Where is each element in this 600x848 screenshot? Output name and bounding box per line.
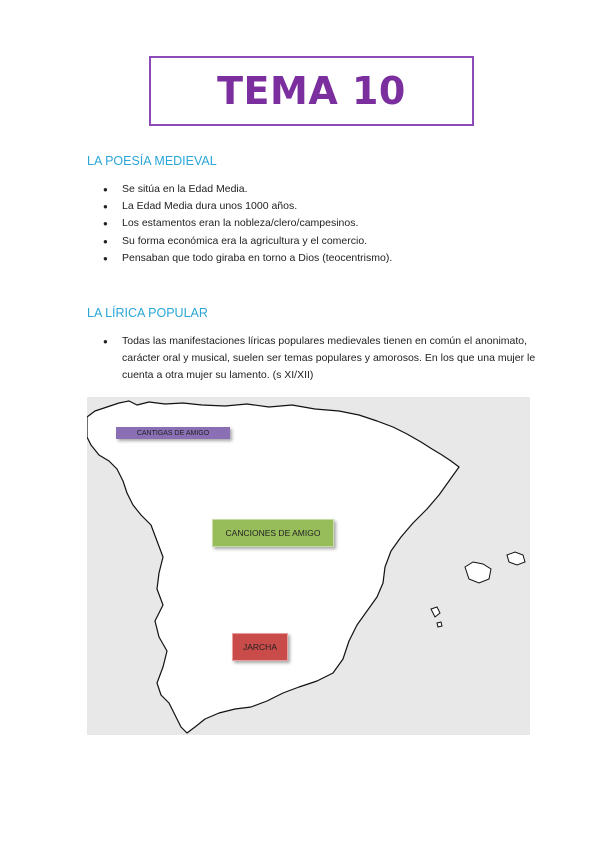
mallorca-island [465, 562, 491, 583]
formentera-island [437, 622, 442, 627]
list-item: ● Todas las manifestaciones líricas populares medievales tienen en común el anonimato, carácter oral y musical, suelen ser temas populares y amorosos. En los que una mujer le cuenta a otra mujer su lamento. (s XI/XII) [103, 333, 542, 385]
lirica-popular-list [103, 333, 542, 385]
iberian-peninsula-map [87, 397, 530, 735]
page-title: TEMA 10 [217, 69, 406, 113]
title-box [149, 56, 474, 126]
list-item: ● Pensaban que todo giraba en torno a Dios (teocentrismo). [103, 250, 392, 267]
peninsula-outline-graphic [87, 397, 530, 735]
section-heading-poesia-medieval: LA POESÍA MEDIEVAL [87, 154, 217, 168]
cantigas-de-amigo-label: CANTIGAS DE AMIGO [116, 427, 230, 439]
poesia-medieval-list [103, 181, 392, 267]
menorca-island [507, 552, 525, 565]
canciones-de-amigo-label: CANCIONES DE AMIGO [212, 519, 334, 547]
peninsula-landmass [87, 401, 459, 733]
list-item: ● Su forma económica era la agricultura y el comercio. [103, 233, 392, 250]
section-heading-lirica-popular: LA LÍRICA POPULAR [87, 306, 208, 320]
list-item: ● La Edad Media dura unos 1000 años. [103, 198, 392, 215]
jarcha-label: JARCHA [232, 633, 288, 661]
ibiza-island [431, 607, 440, 617]
list-item: ● Los estamentos eran la nobleza/clero/campesinos. [103, 215, 392, 232]
list-item: ● Se sitúa en la Edad Media. [103, 181, 392, 198]
